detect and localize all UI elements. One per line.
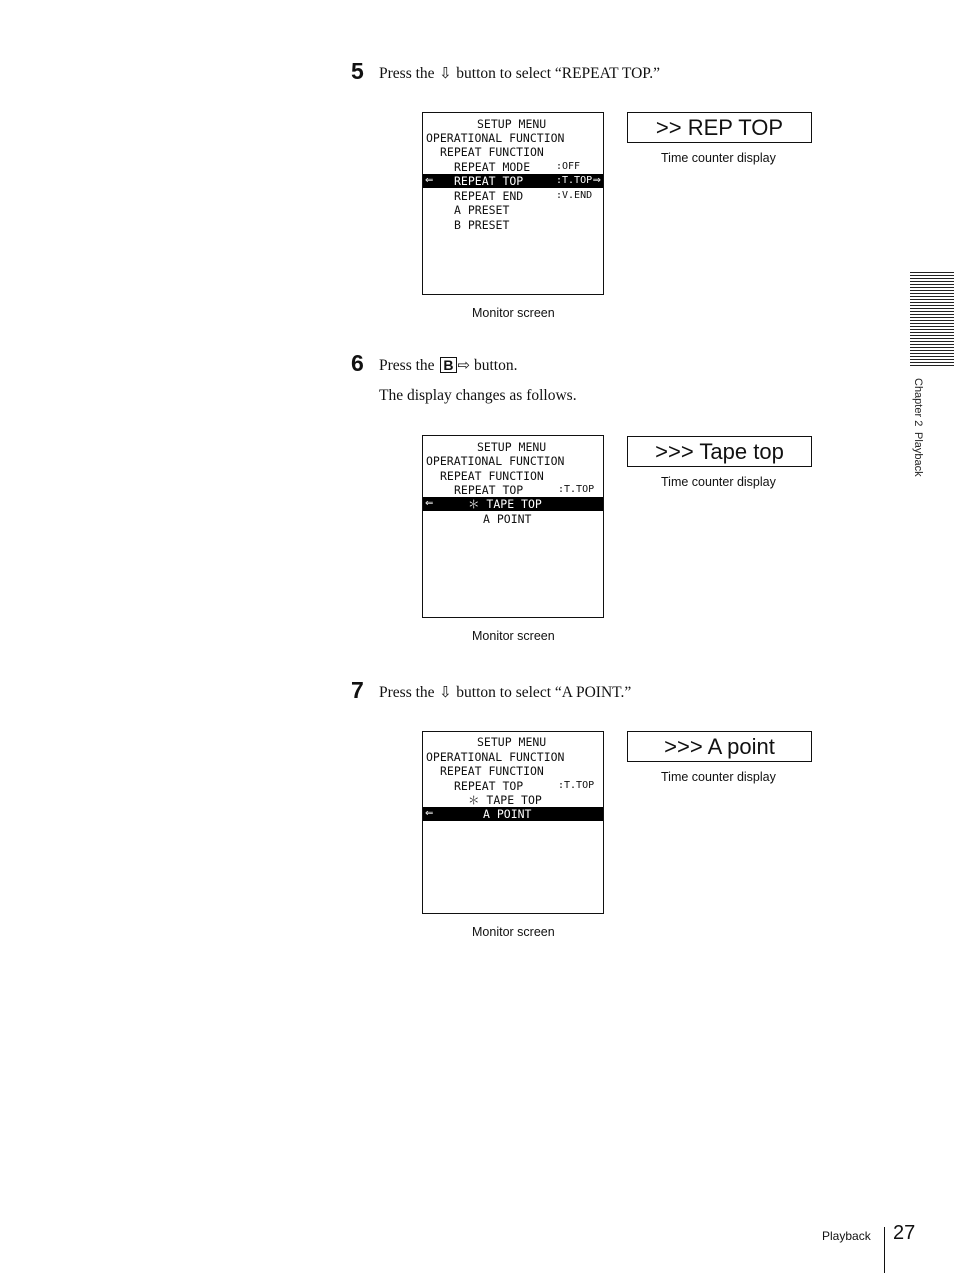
step-7-text-pre: Press the xyxy=(379,684,439,701)
time-counter-caption: Time counter display xyxy=(661,770,776,784)
menu-line: B PRESET xyxy=(454,218,510,232)
time-counter-display: >>> A point xyxy=(627,731,812,762)
monitor-screen-caption: Monitor screen xyxy=(472,925,555,939)
menu-line: OPERATIONAL FUNCTION xyxy=(426,750,565,764)
down-arrow-icon: ⇩ xyxy=(439,683,452,701)
left-arrow-icon: ⇐ xyxy=(425,808,434,819)
menu-line: ＊ TAPE TOP xyxy=(468,793,542,807)
menu-line: A POINT xyxy=(483,512,532,526)
menu-line-selected: ⇐ REPEAT TOP :T.TOP ⇒ xyxy=(425,174,601,188)
step-6-text-post: button. xyxy=(470,357,518,374)
menu-line: OPERATIONAL FUNCTION xyxy=(426,131,565,145)
step-6-instruction xyxy=(379,356,518,376)
menu-line: REPEAT FUNCTION xyxy=(440,469,544,483)
menu-line: REPEAT FUNCTION xyxy=(440,145,544,159)
time-counter-display: >>> Tape top xyxy=(627,436,812,467)
menu-line: SETUP MENU xyxy=(477,440,547,454)
side-chapter-number: Chapter 2 xyxy=(912,378,924,427)
menu-line: REPEAT MODE :OFF xyxy=(454,160,581,174)
b-key-icon: B xyxy=(440,357,456,373)
step-5-text-pre: Press the xyxy=(379,65,439,82)
menu-line: REPEAT FUNCTION xyxy=(440,764,544,778)
page-number: 27 xyxy=(893,1222,916,1244)
monitor-screen-step-6 xyxy=(422,435,604,618)
step-number-6: 6 xyxy=(351,350,364,376)
footer-section-label: Playback xyxy=(822,1229,871,1243)
step-number-7: 7 xyxy=(351,677,364,703)
left-arrow-icon: ⇐ xyxy=(425,175,434,186)
step-number-5: 5 xyxy=(351,58,364,84)
menu-line-selected: ⇐ A POINT xyxy=(423,807,603,821)
step-7-instruction xyxy=(379,683,631,703)
menu-line: A PRESET xyxy=(454,203,510,217)
left-arrow-icon: ⇐ xyxy=(425,498,434,509)
monitor-screen-step-7 xyxy=(422,731,604,914)
menu-line-selected: ⇐ ＊ TAPE TOP xyxy=(423,497,603,511)
menu-line: SETUP MENU xyxy=(477,735,547,749)
step-5-instruction xyxy=(379,64,660,84)
menu-line: OPERATIONAL FUNCTION xyxy=(426,454,565,468)
menu-line: REPEAT TOP :T.TOP xyxy=(454,779,595,793)
time-counter-caption: Time counter display xyxy=(661,151,776,165)
step-7-text-post: button to select “A POINT.” xyxy=(452,684,632,701)
monitor-screen-step-5 xyxy=(422,112,604,295)
time-counter-display: >> REP TOP xyxy=(627,112,812,143)
side-chapter-label xyxy=(910,378,924,490)
monitor-screen-caption: Monitor screen xyxy=(472,306,555,320)
side-chapter-section: Playback xyxy=(912,432,924,478)
menu-line: REPEAT TOP :T.TOP xyxy=(454,483,595,497)
step-5-text-post: button to select “REPEAT TOP.” xyxy=(452,65,660,82)
monitor-screen-caption: Monitor screen xyxy=(472,629,555,643)
step-6-subtext: The display changes as follows. xyxy=(379,387,577,404)
menu-line: SETUP MENU xyxy=(477,117,547,131)
down-arrow-icon: ⇩ xyxy=(439,64,452,82)
time-counter-caption: Time counter display xyxy=(661,475,776,489)
right-arrow-icon: ⇨ xyxy=(457,356,471,374)
chapter-tab-bars xyxy=(910,272,954,368)
step-6-text-pre: Press the xyxy=(379,357,439,374)
footer-divider xyxy=(884,1227,885,1273)
right-arrow-icon: ⇒ xyxy=(592,175,601,186)
menu-line: REPEAT END :V.END xyxy=(454,189,593,203)
